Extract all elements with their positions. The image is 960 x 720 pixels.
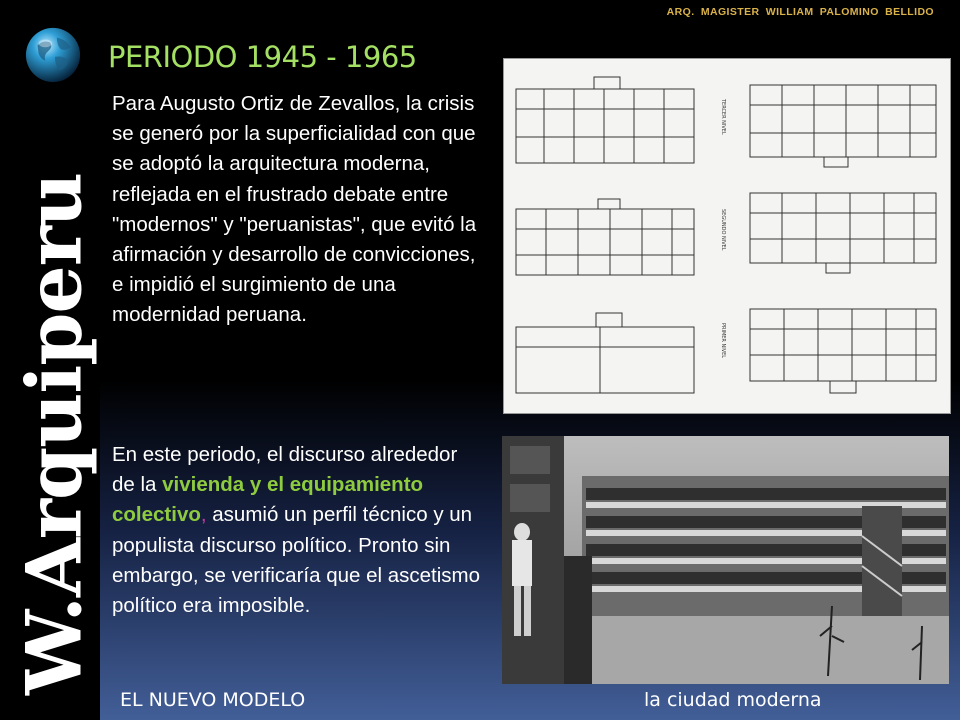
footer-right-label: la ciudad moderna bbox=[644, 689, 822, 711]
building-photo bbox=[502, 436, 949, 684]
slide-title: PERIODO 1945 - 1965 bbox=[108, 40, 417, 74]
highlight-comma: , bbox=[200, 503, 207, 527]
floor-plans-image bbox=[503, 58, 951, 414]
paragraph-vivienda-rest: asumió un perfil técnico y un populista discurso político. Pronto sin embargo, se verificaría que el ascetismo político era imposible. bbox=[112, 503, 481, 618]
globe-icon bbox=[24, 26, 82, 84]
paragraph-vivienda-intro: En este periodo, el discurso alrededor de la bbox=[112, 443, 458, 497]
highlight-vivienda: vivienda y el equipamiento colectivo bbox=[112, 473, 424, 527]
plan-label-first: PRIMER NIVEL bbox=[720, 323, 726, 359]
brand-wrapper bbox=[8, 150, 100, 718]
plan-label-third: TERCER NIVEL bbox=[720, 99, 726, 135]
plan-label-second: SEGUNDO NIVEL bbox=[720, 209, 726, 251]
author-credit: ARQ. MAGISTER WILLIAM PALOMINO BELLIDO bbox=[666, 6, 934, 18]
footer-left-label: EL NUEVO MODELO bbox=[120, 689, 306, 711]
paragraph-vivienda bbox=[112, 440, 484, 621]
paragraph-crisis: Para Augusto Ortiz de Zevallos, la crisis se generó por la superficialidad con que se adoptó la arquitectura moderna, reflejada en el frustrado debate entre "modernos" y "peruanistas", que evitó la afirmación y desarrollo de convicciones, e impidió el surgimiento de una modernidad peruana. bbox=[112, 92, 477, 327]
brand-logo-text: W.Arquiperu bbox=[9, 172, 99, 696]
